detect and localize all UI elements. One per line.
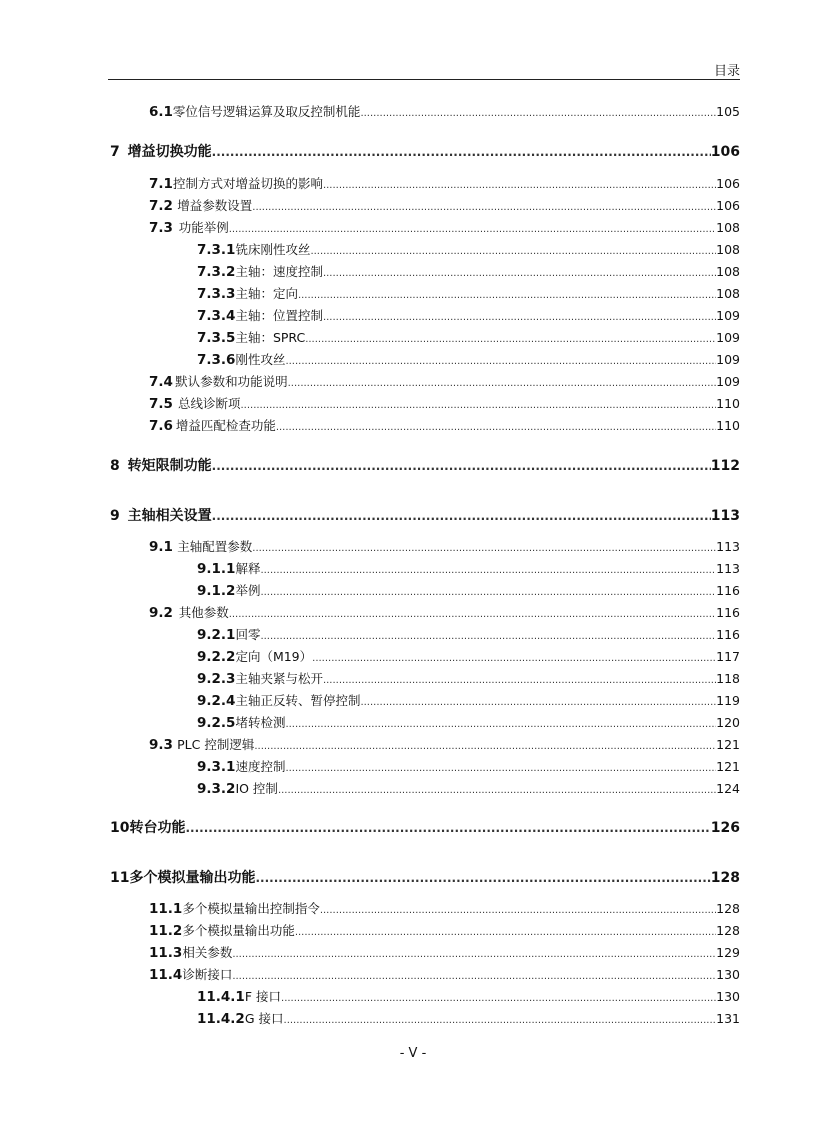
toc-entry-title: 刚性攻丝	[235, 352, 286, 367]
toc-entry-number: 7	[110, 144, 120, 160]
toc-entry-title: 相关参数	[182, 945, 233, 960]
toc-entry-title: 转台功能	[129, 820, 186, 836]
dot-leader	[252, 202, 716, 213]
dot-leader	[185, 821, 710, 835]
toc-entry[interactable]	[197, 1009, 740, 1027]
toc-entry-page: 120	[716, 715, 740, 730]
toc-entry-title: 定向（M19）	[235, 649, 313, 664]
dot-leader	[212, 509, 711, 523]
toc-entry[interactable]	[197, 987, 740, 1005]
toc-entry-number: 9.2.2	[197, 649, 236, 665]
toc-entry-page: 117	[716, 649, 740, 664]
toc-entry[interactable]	[149, 537, 740, 555]
dot-leader	[323, 268, 716, 279]
toc-entry[interactable]	[149, 416, 740, 434]
toc-entry-number: 11.4	[149, 967, 183, 983]
toc-entry-page: 113	[716, 561, 740, 576]
toc-entry-page: 113	[716, 539, 740, 554]
toc-entry-page: 129	[716, 945, 740, 960]
toc-entry-number: 7.3	[149, 220, 173, 236]
toc-entry-page: 109	[716, 374, 740, 389]
dot-leader	[229, 224, 716, 235]
toc-entry-title: 默认参数和功能说明	[175, 374, 288, 389]
toc-entry-title: 多个模拟量输出功能	[129, 870, 256, 886]
dot-leader	[212, 145, 711, 159]
toc-entry[interactable]	[197, 779, 740, 797]
toc-entry-number: 6.1	[149, 104, 173, 120]
toc-entry-page: 109	[716, 352, 740, 367]
toc-entry-number: 9.1.2	[197, 583, 236, 599]
toc-entry-title: 增益切换功能	[127, 144, 212, 160]
toc-entry-title: 零位信号逻辑运算及取反控制机能	[172, 104, 361, 119]
dot-leader	[310, 246, 716, 257]
toc-entry[interactable]	[197, 757, 740, 775]
dot-leader	[255, 871, 710, 885]
toc-entry-title: 增益匹配检查功能	[175, 418, 276, 433]
toc-entry-title: 控制方式对增益切换的影响	[172, 176, 323, 191]
toc-entry-page: 110	[716, 396, 740, 411]
toc-entry-page: 128	[710, 870, 740, 886]
toc-entry[interactable]	[197, 559, 740, 577]
toc-entry-title: 解释	[235, 561, 261, 576]
toc-entry[interactable]	[197, 284, 740, 302]
dot-leader	[323, 675, 716, 686]
toc-entry[interactable]	[149, 102, 740, 120]
toc-entry-title: 堵转检测	[235, 715, 286, 730]
page-number: - V -	[399, 1046, 427, 1061]
dot-leader	[284, 1015, 717, 1026]
toc-entry-page: 116	[716, 583, 740, 598]
toc-entry[interactable]	[197, 328, 740, 346]
toc-entry-number: 9.2.4	[197, 693, 236, 709]
toc-entry-page: 116	[716, 605, 740, 620]
toc-entry[interactable]	[149, 943, 740, 961]
toc-entry-number: 7.3.2	[197, 264, 236, 280]
toc-entry-page: 124	[716, 781, 740, 796]
toc-entry-page: 106	[716, 198, 740, 213]
toc-entry-title: 主轴相关设置	[127, 508, 212, 524]
toc-entry-number: 9.2.3	[197, 671, 236, 687]
toc-entry-page: 128	[716, 901, 740, 916]
toc-entry[interactable]	[149, 218, 740, 236]
toc-entry[interactable]	[149, 965, 740, 983]
toc-entry[interactable]	[197, 691, 740, 709]
toc-entry[interactable]	[197, 647, 740, 665]
toc-entry-title: 转矩限制功能	[127, 458, 212, 474]
toc-entry[interactable]	[110, 455, 740, 475]
toc-entry-page: 118	[716, 671, 740, 686]
dot-leader	[229, 609, 716, 620]
toc-entry[interactable]	[197, 262, 740, 280]
toc-entry-page: 112	[710, 458, 740, 474]
toc-entry-number: 7.3.5	[197, 330, 236, 346]
toc-entry[interactable]	[197, 713, 740, 731]
toc-entry-title: 铣床刚性攻丝	[235, 242, 311, 257]
toc-entry-title: 主轴：SPRC	[235, 330, 306, 345]
dot-leader	[360, 108, 716, 119]
toc-entry-page: 130	[716, 967, 740, 982]
dot-leader	[276, 422, 716, 433]
toc-entry-number: 7.3.1	[197, 242, 236, 258]
dot-leader	[232, 971, 716, 982]
toc-entry-title: 诊断接口	[182, 967, 233, 982]
toc-entry-page: 116	[716, 627, 740, 642]
toc-entry-page: 119	[716, 693, 740, 708]
toc-entry-title: 主轴夹紧与松开	[235, 671, 323, 686]
toc-entry-page: 121	[716, 759, 740, 774]
dot-leader	[240, 400, 716, 411]
toc-entry[interactable]	[149, 372, 740, 390]
toc-entry[interactable]	[110, 505, 740, 525]
toc-entry-number: 7.5	[149, 396, 173, 412]
dot-leader	[254, 741, 716, 752]
dot-leader	[252, 543, 716, 554]
toc-entry-title: F 接口	[244, 989, 282, 1004]
dot-leader	[288, 378, 717, 389]
toc-entry[interactable]	[149, 174, 740, 192]
toc-entry-number: 7.2	[149, 198, 173, 214]
toc-entry-number: 11.4.1	[197, 989, 245, 1005]
toc-entry-number: 7.4	[149, 374, 173, 390]
dot-leader	[295, 927, 716, 938]
toc-entry-number: 8	[110, 458, 120, 474]
toc-entry[interactable]	[149, 921, 740, 939]
toc-entry-number: 9.1	[149, 539, 173, 555]
toc-entry-number: 11.4.2	[197, 1011, 245, 1027]
toc-entry-page: 131	[716, 1011, 740, 1026]
toc-entry-number: 9.3.2	[197, 781, 236, 797]
toc-entry-title: 主轴正反转、暂停控制	[235, 693, 361, 708]
toc-entry[interactable]	[110, 141, 740, 161]
toc-entry-title: 主轴：位置控制	[235, 308, 323, 323]
dot-leader	[212, 459, 711, 473]
toc-entry-title: 主轴：速度控制	[235, 264, 323, 279]
toc-entry-page: 126	[710, 820, 740, 836]
toc-entry-page: 108	[716, 286, 740, 301]
toc-entry-title: 速度控制	[235, 759, 286, 774]
header-rule	[108, 79, 740, 80]
toc-entry-number: 9.2	[149, 605, 173, 621]
toc-entry-page: 105	[716, 104, 740, 119]
toc-entry-number: 9.3	[149, 737, 173, 753]
toc-entry[interactable]	[110, 817, 740, 837]
toc-entry-number: 10	[110, 820, 130, 836]
dot-leader	[312, 653, 716, 664]
toc-entry[interactable]	[197, 306, 740, 324]
toc-entry-title: 多个模拟量输出控制指令	[182, 901, 320, 916]
toc-entry-number: 7.6	[149, 418, 173, 434]
dot-leader	[360, 697, 716, 708]
toc-entry-number: 7.3.3	[197, 286, 236, 302]
dot-leader	[278, 785, 716, 796]
dot-leader	[285, 763, 716, 774]
toc-entry-number: 9.1.1	[197, 561, 236, 577]
toc-entry-page: 128	[716, 923, 740, 938]
dot-leader	[260, 631, 716, 642]
toc-entry-title: 举例	[235, 583, 261, 598]
dot-leader	[305, 334, 716, 345]
toc-entry-title: 主轴配置参数	[177, 539, 253, 554]
toc-entry-title: 功能举例	[178, 220, 229, 235]
toc-entry-page: 121	[716, 737, 740, 752]
toc-entry[interactable]	[149, 196, 740, 214]
toc-entry-number: 9.3.1	[197, 759, 236, 775]
toc-entry[interactable]	[197, 240, 740, 258]
toc-entry-page: 130	[716, 989, 740, 1004]
toc-entry-title: 总线诊断项	[177, 396, 241, 411]
dot-leader	[320, 905, 716, 916]
toc-entry-page: 108	[716, 220, 740, 235]
dot-leader	[260, 565, 716, 576]
toc-entry-number: 11.2	[149, 923, 183, 939]
toc-entry-page: 108	[716, 264, 740, 279]
toc-entry[interactable]	[149, 899, 740, 917]
toc-entry-title: G 接口	[244, 1011, 284, 1026]
toc-entry-number: 9.2.5	[197, 715, 236, 731]
toc-entry-page: 106	[710, 144, 740, 160]
toc-entry[interactable]	[149, 603, 740, 621]
toc-entry-number: 11.1	[149, 901, 183, 917]
toc-entry-page: 109	[716, 308, 740, 323]
toc-entry[interactable]	[197, 581, 740, 599]
dot-leader	[281, 993, 716, 1004]
toc-entry-page: 109	[716, 330, 740, 345]
toc-entry[interactable]	[197, 350, 740, 368]
toc-entry-title: 增益参数设置	[177, 198, 253, 213]
toc-entry[interactable]	[110, 867, 740, 887]
toc-entry-title: 多个模拟量输出功能	[182, 923, 295, 938]
dot-leader	[298, 290, 716, 301]
dot-leader	[323, 180, 716, 191]
toc-entry-number: 9	[110, 508, 120, 524]
running-header-title: 目录	[713, 64, 740, 79]
toc-entry-number: 11	[110, 870, 130, 886]
toc-entry-page: 113	[710, 508, 740, 524]
dot-leader	[323, 312, 716, 323]
dot-leader	[285, 356, 716, 367]
dot-leader	[260, 587, 716, 598]
dot-leader	[232, 949, 716, 960]
toc-entry-page: 106	[716, 176, 740, 191]
toc-entry-page: 110	[716, 418, 740, 433]
toc-entry-title: 回零	[235, 627, 261, 642]
dot-leader	[285, 719, 716, 730]
toc-entry-number: 7.3.4	[197, 308, 236, 324]
toc-entry-title: 其他参数	[178, 605, 229, 620]
toc-entry[interactable]	[197, 625, 740, 643]
toc-entry[interactable]	[197, 669, 740, 687]
toc-entry-number: 7.3.6	[197, 352, 236, 368]
toc-entry-number: 9.2.1	[197, 627, 236, 643]
toc-entry-page: 108	[716, 242, 740, 257]
toc-entry-number: 7.1	[149, 176, 173, 192]
toc-entry-title: PLC 控制逻辑	[177, 737, 255, 752]
toc-entry-number: 11.3	[149, 945, 183, 961]
toc-entry[interactable]	[149, 394, 740, 412]
toc-entry-title: 主轴：定向	[235, 286, 298, 301]
toc-entry[interactable]	[149, 735, 740, 753]
toc-entry-title: IO 控制	[235, 781, 278, 796]
